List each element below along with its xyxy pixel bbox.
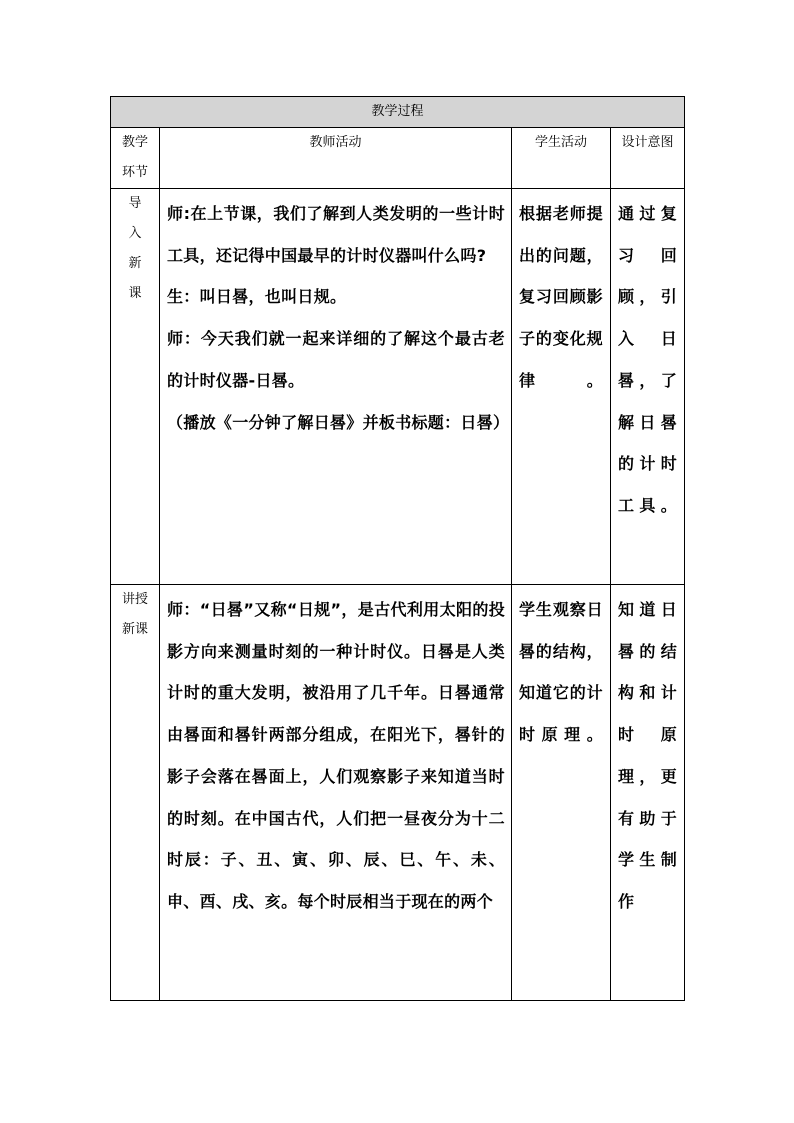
student-cell (512, 189, 611, 585)
teacher-line: （播放《一分钟了解日晷》并板书标题：日晷） (167, 412, 510, 432)
teacher-line: 师：今天我们就一起来详细的了解这个最古老的计时仪器-日晷。 (167, 329, 505, 390)
teacher-line: 师：“日晷”又称“日规”，是古代利用太阳的投影方向来测量时刻的一种计时仪。日晷是人类计时的重大发明，被沿用了几千年。日晷通常由晷面和晷针两部分组成，在阳光下，晷针的影子会落在晷面上，人们观察影子来知道当时的时刻。在中国古代，人们把一昼夜分为十二时辰：子、丑、寅、卯、辰、巳、午、未、申、酉、戌、亥。每个时辰相当于现在的两个 (167, 600, 505, 911)
design-cell (611, 585, 685, 1001)
stage-text: 讲授新课 (121, 592, 148, 637)
header-stage (111, 128, 160, 189)
teacher-line: 生：叫日晷，也叫日规。 (167, 287, 347, 307)
header-student: 学生活动 (512, 128, 611, 189)
header-stage-text: 教学环节 (121, 135, 148, 180)
teacher-line: 师:在上节课，我们了解到人类发明的一些计时工具，还记得中国最早的计时仪器叫什么吗? (167, 204, 505, 265)
table-row (111, 189, 685, 585)
stage-text: 导入新课 (128, 196, 142, 301)
design-text: 知道日晷的结构和计时原理，更有助于学生制作 (618, 600, 678, 911)
teacher-text (160, 585, 511, 923)
student-text: 学生观察日晷的结构，知道它的计时原理。 (519, 600, 603, 745)
stage-cell (111, 189, 160, 585)
student-text: 根据老师提出的问题，复习回顾影子的变化规律。 (519, 204, 603, 390)
teacher-cell (160, 189, 512, 585)
stage-cell (111, 585, 160, 1001)
header-teacher: 教师活动 (160, 128, 512, 189)
table-row (111, 585, 685, 1001)
design-cell (611, 189, 685, 585)
teacher-text (160, 189, 511, 443)
teaching-process-table (110, 96, 685, 1001)
header-design-text: 设计意图 (621, 135, 674, 150)
design-text: 通过复习回顾，引入日晷，了解日晷的计时工具。 (618, 204, 678, 515)
teacher-cell (160, 585, 512, 1001)
table-title: 教学过程 (111, 97, 685, 128)
student-cell (512, 585, 611, 1001)
header-design (611, 128, 685, 189)
